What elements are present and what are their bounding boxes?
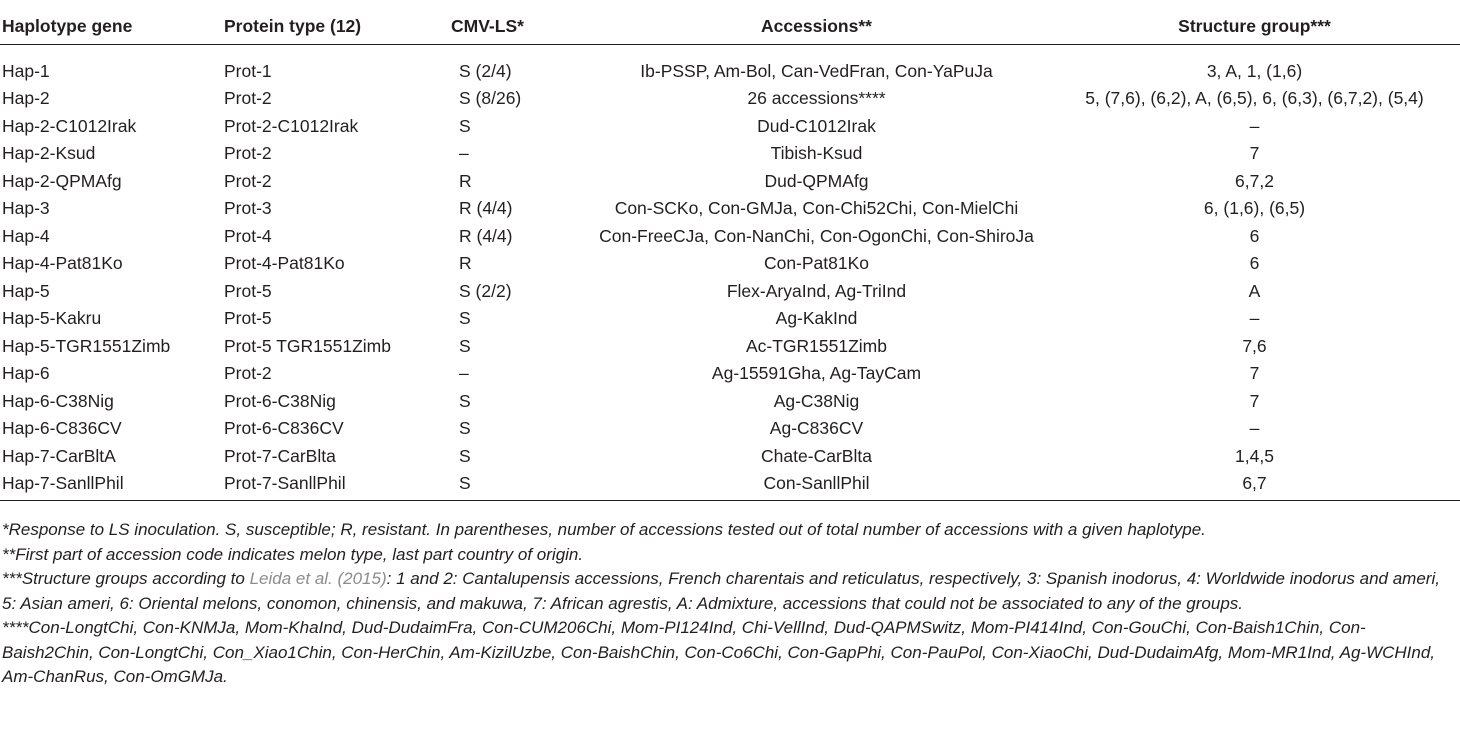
footnote-3 bbox=[2, 567, 1452, 616]
cell-protein-type: Prot-4-Pat81Ko bbox=[224, 253, 345, 274]
cell-protein-type: Prot-2 bbox=[224, 363, 272, 384]
cell-haplotype-gene: Hap-5-Kakru bbox=[2, 308, 102, 329]
cell-protein-type: Prot-2-C1012Irak bbox=[224, 115, 359, 136]
cell-structure-group: 7 bbox=[1249, 143, 1260, 164]
cell-structure-group: 1,4,5 bbox=[1235, 445, 1274, 466]
cell-structure-group: 6,7,2 bbox=[1235, 170, 1274, 191]
cell-haplotype-gene: Hap-6-C836CV bbox=[2, 418, 122, 439]
cell-accessions: Dud-C1012Irak bbox=[757, 115, 876, 136]
cell-accessions: Con-FreeCJa, Con-NanChi, Con-OgonChi, Con-ShiroJa bbox=[599, 225, 1034, 246]
cell-structure-group: – bbox=[1249, 418, 1260, 439]
cell-cmv-ls: S bbox=[459, 308, 471, 329]
cell-structure-group: 7,6 bbox=[1242, 335, 1267, 356]
table-row bbox=[0, 44, 1460, 85]
table-row bbox=[0, 333, 1460, 361]
cell-protein-type: Prot-4 bbox=[224, 225, 272, 246]
cell-cmv-ls: R (4/4) bbox=[459, 198, 513, 219]
table-row bbox=[0, 470, 1460, 500]
table-row bbox=[0, 305, 1460, 333]
footnote-2: **First part of accession code indicates melon type, last part country of origin. bbox=[2, 544, 584, 564]
cell-haplotype-gene: Hap-7-SanllPhil bbox=[0, 470, 224, 500]
cell-haplotype-gene: Hap-5-TGR1551Zimb bbox=[2, 335, 171, 356]
cell-haplotype-gene: Hap-4 bbox=[2, 225, 50, 246]
cell-cmv-ls: S (2/4) bbox=[459, 61, 512, 82]
cell-accessions: Ag-15591Gha, Ag-TayCam bbox=[711, 363, 922, 384]
cell-haplotype-gene: Hap-7-CarBltA bbox=[2, 445, 116, 466]
cell-cmv-ls: S (2/2) bbox=[459, 280, 512, 301]
cell-cmv-ls: S bbox=[459, 390, 471, 411]
cell-cmv-ls: R bbox=[459, 170, 472, 191]
cell-protein-type: Prot-3 bbox=[224, 198, 272, 219]
citation-link[interactable]: Leida et al. (2015) bbox=[249, 569, 387, 588]
cell-haplotype-gene: Hap-6-C38Nig bbox=[2, 390, 114, 411]
table-row bbox=[0, 85, 1460, 113]
cell-protein-type: Prot-7-CarBlta bbox=[224, 445, 336, 466]
cell-structure-group: – bbox=[1249, 115, 1260, 136]
cell-protein-type: Prot-2 bbox=[224, 143, 272, 164]
cell-haplotype-gene: Hap-2-QPMAfg bbox=[2, 170, 122, 191]
footnote-4: ****Con-LongtChi, Con-KNMJa, Mom-KhaInd, Dud-DudaimFra, Con-CUM206Chi, Mom-PI124Ind, Chi-VellInd, Dud-QAPMSwitz, Mom-PI414Ind, Con-GouChi, Con-Baish1Chin, Con-Baish2Chin, Con-LongtChi, Con_Xiao1Chin, Con-HerChin, Am-KizilUzbe, Con-BaishChin, Con-Co6Chi, Con-GapPhi, Con-PauPol, Con-XiaoChi, Dud-DudaimAfg, Mom-MR1Ind, Ag-WCHInd, Am-ChanRus, Con-OmGMJa. bbox=[2, 618, 1436, 686]
cell-cmv-ls: S bbox=[459, 418, 471, 439]
cell-cmv-ls: – bbox=[459, 363, 469, 384]
cell-protein-type: Prot-7-SanllPhil bbox=[224, 470, 424, 500]
cell-structure-group: 7 bbox=[1249, 363, 1260, 384]
cell-protein-type: Prot-6-C836CV bbox=[224, 418, 344, 439]
cell-protein-type: Prot-2 bbox=[224, 88, 272, 109]
table-footnotes bbox=[2, 518, 1452, 690]
cell-cmv-ls: S (8/26) bbox=[459, 88, 522, 109]
cell-structure-group: 6, (1,6), (6,5) bbox=[1203, 198, 1306, 219]
cell-haplotype-gene: Hap-5 bbox=[2, 280, 50, 301]
footnote-3-prefix: ***Structure groups according to bbox=[2, 569, 250, 588]
cell-structure-group: 5, (7,6), (6,2), A, (6,5), 6, (6,3), (6,7,2), (5,4) bbox=[1085, 88, 1424, 109]
cell-cmv-ls: S bbox=[424, 470, 586, 500]
cell-accessions: Tibish-Ksud bbox=[770, 143, 863, 164]
cell-structure-group: A bbox=[1248, 280, 1261, 301]
cell-accessions: 26 accessions**** bbox=[747, 88, 886, 109]
cell-structure-group: 6 bbox=[1249, 225, 1260, 246]
cell-protein-type: Prot-5 TGR1551Zimb bbox=[224, 335, 391, 356]
haplotype-table bbox=[0, 9, 1460, 501]
cell-accessions: Ac-TGR1551Zimb bbox=[745, 335, 887, 356]
cell-accessions: Flex-AryaInd, Ag-TriInd bbox=[726, 280, 907, 301]
cell-cmv-ls: – bbox=[459, 143, 469, 164]
header-accessions: Accessions** bbox=[586, 9, 1047, 44]
footnote-1: *Response to LS inoculation. S, susceptible; R, resistant. In parentheses, number of accessions tested out of total number of accessions with a given haplotype. bbox=[2, 520, 1206, 539]
cell-accessions: Con-SanllPhil bbox=[586, 470, 1047, 500]
cell-accessions: Ag-C836CV bbox=[769, 418, 864, 439]
cell-accessions: Ib-PSSP, Am-Bol, Can-VedFran, Con-YaPuJa bbox=[640, 61, 993, 82]
header-protein-type: Protein type (12) bbox=[224, 9, 424, 44]
table-row bbox=[0, 250, 1460, 278]
footnote-3-suffix: : 1 and 2: Cantalupensis accessions, French charentais and reticulatus, respectively, 3: Spanish inodorus, 4: Worldwide inodorus and ameri, 5: Asian ameri, 6: Oriental melons, conomon, chinensis, and makuwa, 7: African agrestis, A: Admixture, accessions that could not be associated to any of the groups. bbox=[2, 569, 1440, 613]
table-row bbox=[0, 195, 1460, 223]
cell-accessions: Chate-CarBlta bbox=[761, 445, 872, 466]
header-haplotype-gene: Haplotype gene bbox=[0, 9, 224, 44]
table-row bbox=[0, 415, 1460, 443]
table-row bbox=[0, 360, 1460, 388]
table-row bbox=[0, 443, 1460, 471]
table-row bbox=[0, 223, 1460, 251]
header-cmv-ls: CMV-LS* bbox=[424, 9, 586, 44]
cell-haplotype-gene: Hap-2-Ksud bbox=[2, 143, 96, 164]
cell-haplotype-gene: Hap-4-Pat81Ko bbox=[2, 253, 123, 274]
cell-cmv-ls: R bbox=[459, 253, 472, 274]
cell-haplotype-gene: Hap-6 bbox=[2, 363, 50, 384]
cell-protein-type: Prot-5 bbox=[224, 280, 272, 301]
cell-cmv-ls: S bbox=[459, 115, 471, 136]
cell-haplotype-gene: Hap-2-C1012Irak bbox=[2, 115, 137, 136]
cell-structure-group: 3, A, 1, (1,6) bbox=[1206, 61, 1303, 82]
cell-accessions: Con-SCKo, Con-GMJa, Con-Chi52Chi, Con-MielChi bbox=[614, 198, 1019, 219]
cell-haplotype-gene: Hap-2 bbox=[2, 88, 50, 109]
table-row bbox=[0, 278, 1460, 306]
table-header-row bbox=[0, 9, 1460, 44]
cell-accessions: Dud-QPMAfg bbox=[764, 170, 869, 191]
table-row bbox=[0, 140, 1460, 168]
table-row bbox=[0, 113, 1460, 141]
cell-accessions: Con-Pat81Ko bbox=[763, 253, 870, 274]
header-structure-group: Structure group*** bbox=[1047, 9, 1460, 44]
cell-haplotype-gene: Hap-1 bbox=[2, 61, 50, 82]
cell-cmv-ls: R (4/4) bbox=[459, 225, 513, 246]
cell-structure-group: 6 bbox=[1249, 253, 1260, 274]
cell-structure-group: 6,7 bbox=[1047, 470, 1460, 500]
table-row bbox=[0, 168, 1460, 196]
cell-protein-type: Prot-2 bbox=[224, 170, 272, 191]
cell-cmv-ls: S bbox=[459, 445, 471, 466]
cell-structure-group: – bbox=[1249, 308, 1260, 329]
cell-accessions: Ag-KakInd bbox=[775, 308, 858, 329]
cell-accessions: Ag-C38Nig bbox=[773, 390, 860, 411]
cell-haplotype-gene: Hap-3 bbox=[2, 198, 50, 219]
cell-protein-type: Prot-6-C38Nig bbox=[224, 390, 336, 411]
cell-protein-type: Prot-1 bbox=[224, 61, 272, 82]
cell-cmv-ls: S bbox=[459, 335, 471, 356]
table-row bbox=[0, 388, 1460, 416]
cell-protein-type: Prot-5 bbox=[224, 308, 272, 329]
cell-structure-group: 7 bbox=[1249, 390, 1260, 411]
